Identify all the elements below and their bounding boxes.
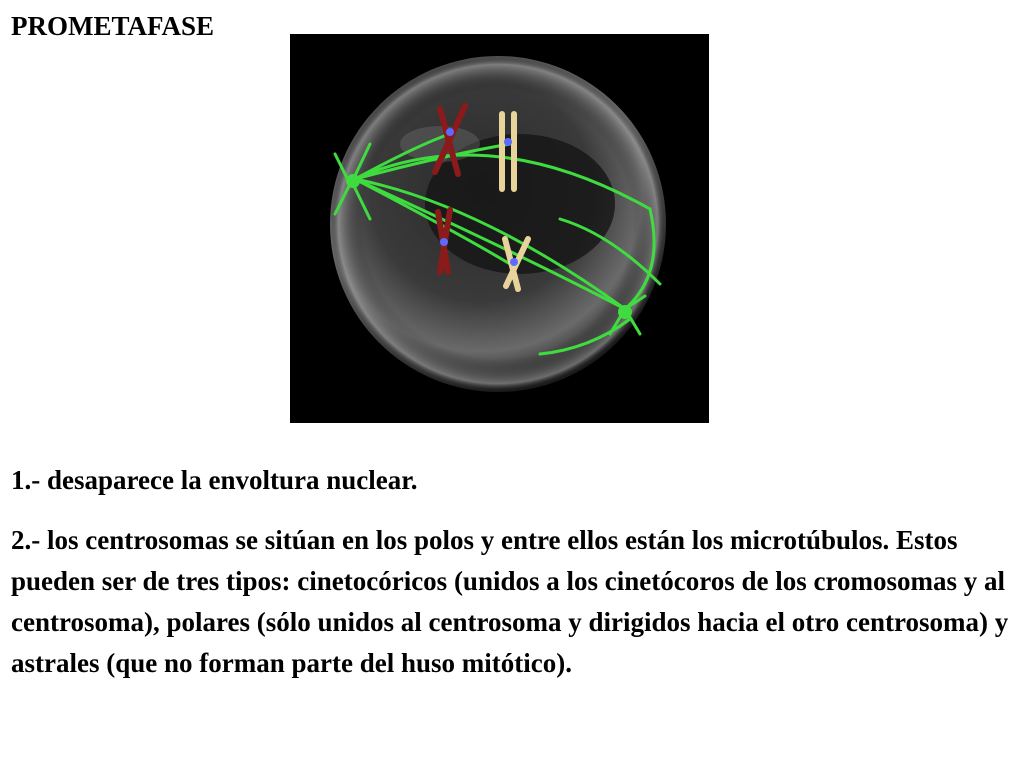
slide-title: PROMETAFASE (11, 11, 215, 41)
point-2: 2.- los centrosomas se sitúan en los polos y entre ellos están los microtúbulos. Estos pueden ser de tres tipos: cinetocóricos (unidos a los cinetócoros de los cromosomas y al centrosoma), polares (sólo unidos al centrosoma y dirigidos hacia el otro centrosoma) y astrales (que no forman parte del huso mitótico). (11, 525, 1009, 678)
prometaphase-illustration (290, 34, 709, 423)
centromere-2 (504, 138, 512, 146)
centromere-1 (446, 128, 454, 136)
centromere-3 (440, 238, 448, 246)
point-1: 1.- desaparece la envoltura nuclear. (11, 465, 418, 495)
centrosome-right (618, 305, 632, 319)
centrosome-left (346, 174, 360, 188)
centromere-4 (510, 258, 518, 266)
cell-diagram (290, 34, 709, 423)
